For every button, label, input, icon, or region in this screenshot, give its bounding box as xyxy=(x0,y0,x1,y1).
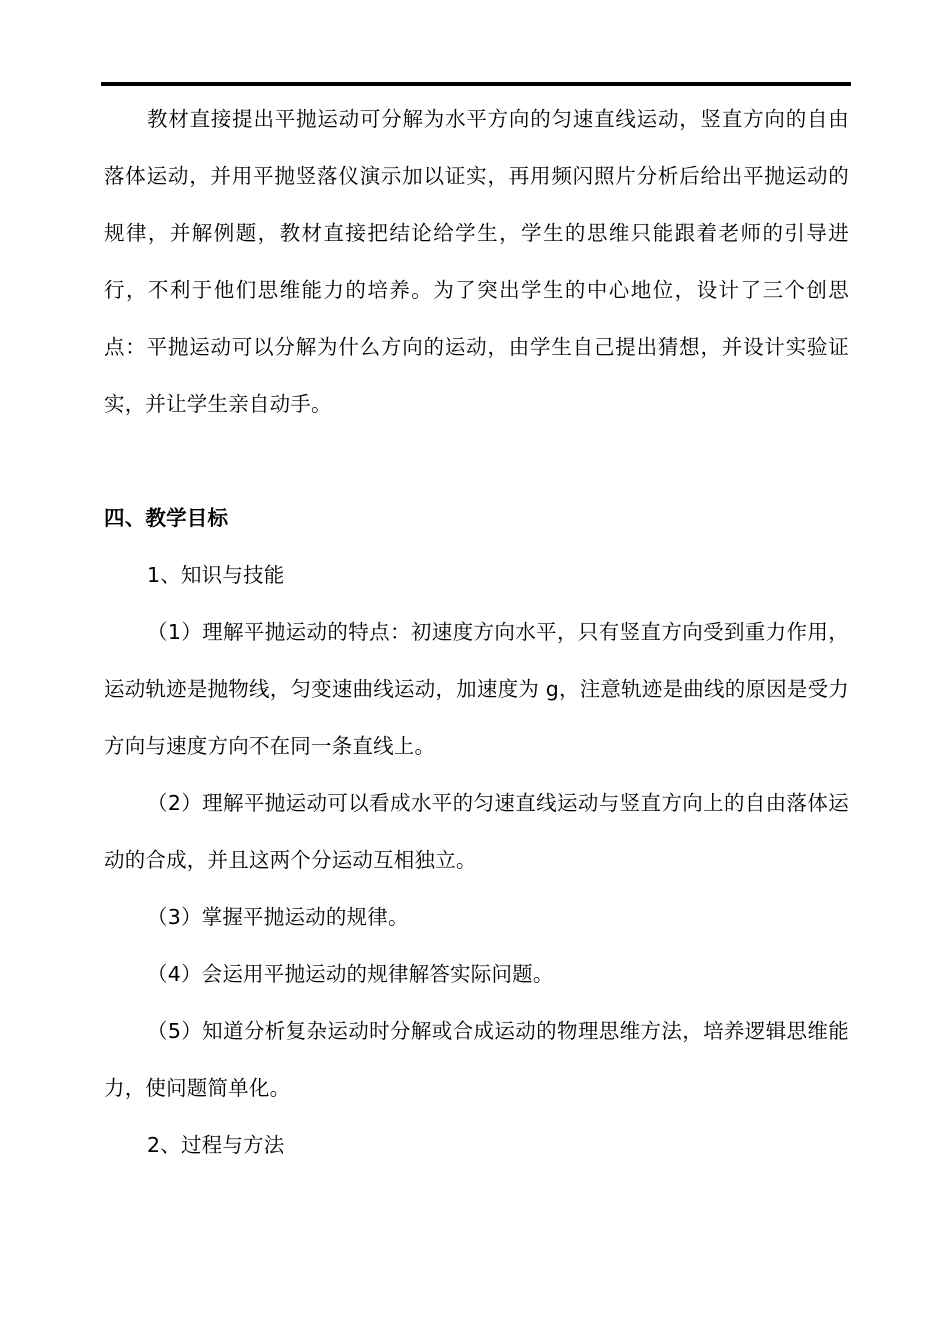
paragraph-spacer xyxy=(104,433,849,490)
intro-paragraph: 教材直接提出平抛运动可分解为水平方向的匀速直线运动，竖直方向的自由落体运动，并用平抛竖落仪演示加以证实，再用频闪照片分析后给出平抛运动的规律，并解例题，教材直接把结论给学生，学生的思维只能跟着老师的引导进行，不利于他们思维能力的培养。为了突出学生的中心地位，设计了三个创思点：平抛运动可以分解为什么方向的运动，由学生自己提出猜想，并设计实验证实，并让学生亲自动手。 xyxy=(104,107,849,416)
document-body xyxy=(104,91,849,1174)
objective-item-4: （4）会运用平抛运动的规律解答实际问题。 xyxy=(147,962,554,986)
objective-item-5: （5）知道分析复杂运动时分解或合成运动的物理思维方法，培养逻辑思维能力，使问题简单化。 xyxy=(104,1019,849,1100)
section-heading: 四、教学目标 xyxy=(104,506,229,530)
objective-item-1: （1）理解平抛运动的特点：初速度方向水平，只有竖直方向受到重力作用，运动轨迹是抛物线，匀变速曲线运动，加速度为 g，注意轨迹是曲线的原因是受力方向与速度方向不在同一条直线上。 xyxy=(104,620,849,758)
objective-item-3: （3）掌握平抛运动的规律。 xyxy=(147,905,409,929)
subsection-heading-process: 2、过程与方法 xyxy=(147,1133,285,1157)
objective-item-2: （2）理解平抛运动可以看成水平的匀速直线运动与竖直方向上的自由落体运动的合成，并且这两个分运动互相独立。 xyxy=(104,791,849,872)
header-rule xyxy=(101,82,851,86)
subsection-heading-knowledge: 1、知识与技能 xyxy=(147,563,285,587)
